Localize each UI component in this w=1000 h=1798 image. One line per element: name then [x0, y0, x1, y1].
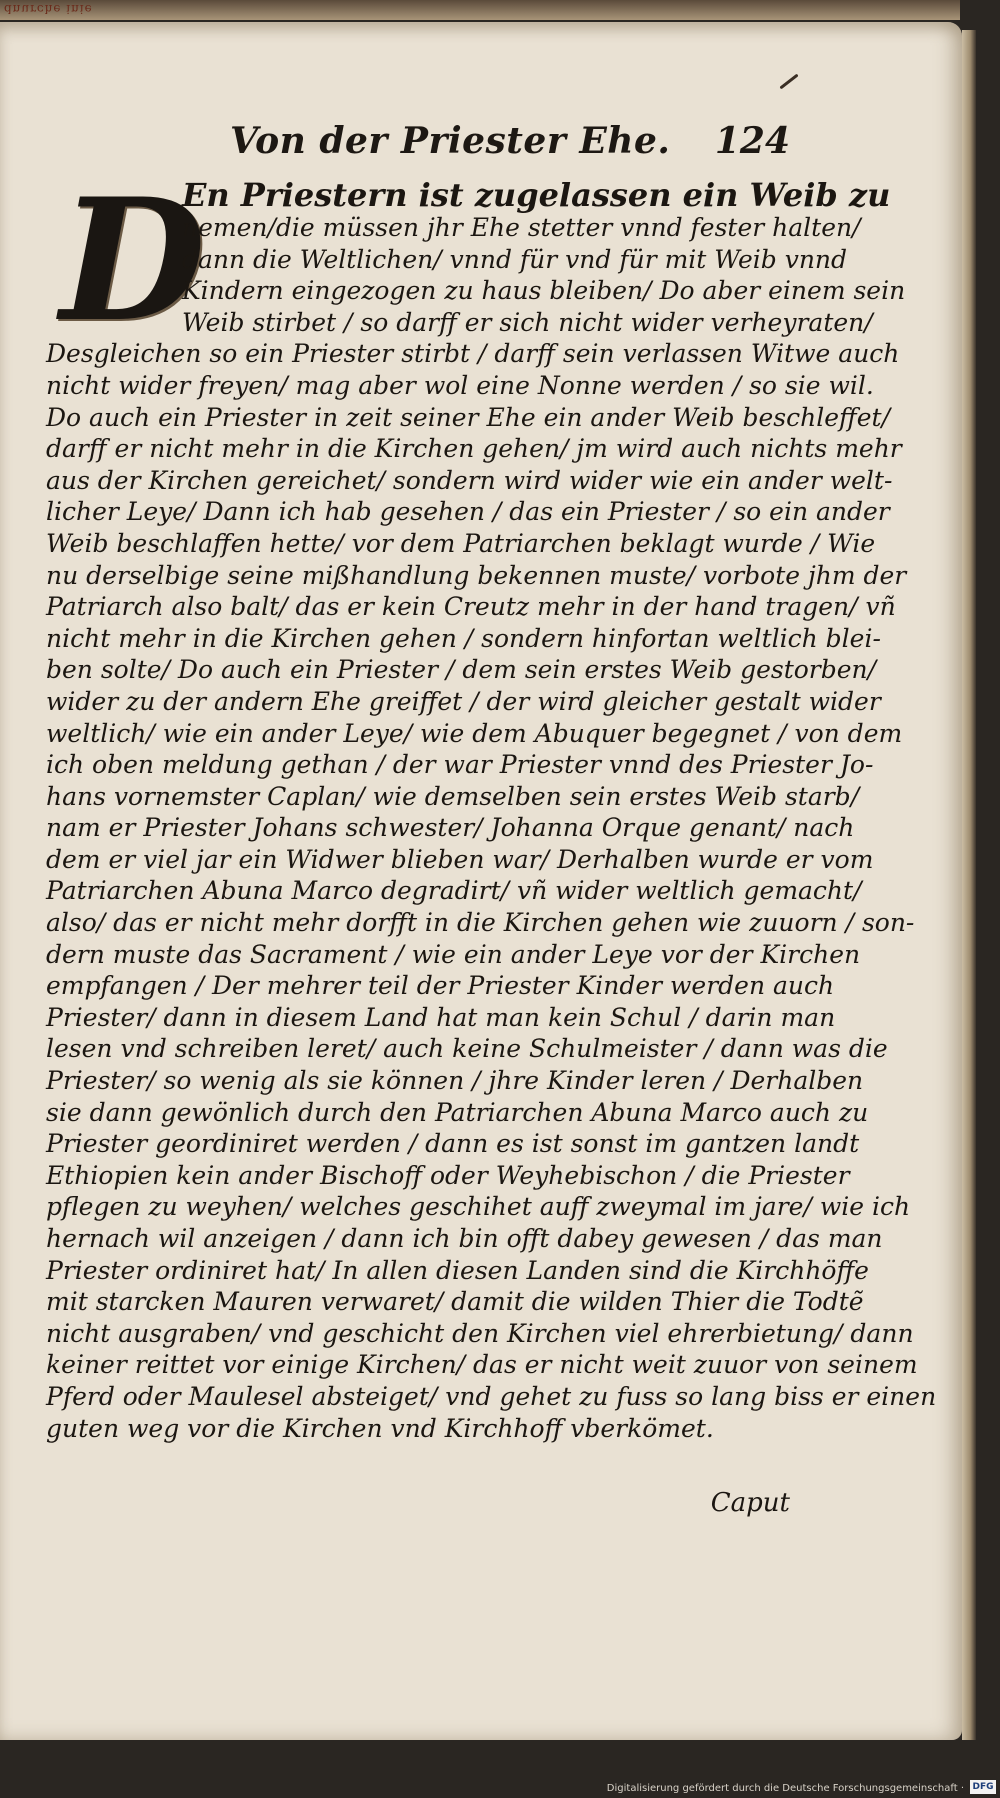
text-line: empfangen / Der mehrer teil der Priester Kinder werden auch [46, 971, 835, 1001]
text-line: hans vornemster Caplan/ wie demselben sein erstes Weib starb/ [46, 781, 860, 811]
text-line: aus der Kirchen gereichet/ sondern wird wider wie ein ander welt- [46, 465, 893, 495]
text-line: Priester ordiniret hat/ In allen diesen Landen sind die Kirchhöffe [46, 1255, 869, 1285]
text-line: nicht wider freyen/ mag aber wol eine Nonne werden / so sie wil. [46, 370, 874, 400]
text-line: Patriarch also balt/ das er kein Creutz mehr in der hand tragen/ vñ [46, 592, 896, 622]
page-number: 124 [714, 120, 790, 162]
text-line: nemen/die müssen jhr Ehe stetter vnnd fester halten/ [182, 213, 861, 242]
catchword: Caput [710, 1488, 790, 1518]
text-line: Priester geordiniret werden / dann es ist sonst im gantzen landt [46, 1129, 860, 1159]
top-strip-text: dnurche inie [4, 2, 93, 16]
text-line: sie dann gewönlich durch den Patriarchen Abuna Marco auch zu [46, 1097, 869, 1127]
book-top-edge [0, 0, 960, 20]
running-title: Von der Priester Ehe. [230, 120, 671, 162]
text-line: nam er Priester Johans schwester/ Johanna Orque genant/ nach [46, 813, 855, 843]
text-line: nicht mehr in die Kirchen gehen / sondern hinfortan weltlich blei- [46, 623, 881, 653]
text-line: Priester/ so wenig als sie können / jhre Kinder leren / Derhalben [46, 1066, 864, 1096]
page-edge [962, 30, 976, 1740]
text-line: En Priestern ist zugelassen ein Weib zu [182, 176, 891, 214]
text-line: ben solte/ Do auch ein Priester / dem sein erstes Weib gestorben/ [46, 655, 877, 685]
text-line: Priester/ dann in diesem Land hat man kein Schul / darin man [46, 1002, 836, 1032]
text-line: mit starcken Mauren verwaret/ damit die wilden Thier die Todtẽ [46, 1287, 864, 1317]
text-line: pflegen zu weyhen/ welches geschihet auff zweymal im jare/ wie ich [46, 1192, 911, 1222]
body-text [46, 161, 937, 1444]
text-line: Desgleichen so ein Priester stirbt / darff sein verlassen Witwe auch [46, 339, 900, 369]
text-line: dem er viel jar ein Widwer blieben war/ Derhalben wurde er vom [46, 844, 874, 874]
text-line: Pferd oder Maulesel absteiget/ vnd gehet zu fuss so lang biss er einen [46, 1381, 937, 1411]
text-line: nicht ausgraben/ vnd geschicht den Kirchen viel ehrerbietung/ dann [46, 1318, 914, 1348]
text-line: hernach wil anzeigen / dann ich bin offt dabey gewesen / das man [46, 1224, 883, 1253]
text-line: darff er nicht mehr in die Kirchen gehen/ jm wird auch nichts mehr [46, 434, 902, 464]
text-line: lesen vnd schreiben leret/ auch keine Schulmeister / dann was die [46, 1034, 888, 1064]
text-line: Do auch ein Priester in zeit seiner Ehe ein ander Weib beschleffet/ [46, 402, 891, 432]
text-line: also/ das er nicht mehr dorfft in die Kirchen gehen wie zuuorn / son- [46, 908, 915, 938]
digitization-credit: Digitalisierung gefördert durch die Deutsche Forschungsgemeinschaft · [606, 1783, 964, 1794]
text-line: dann die Weltlichen/ vnnd für vnd für mit Weib vnnd [182, 244, 848, 274]
text-line: ich oben meldung gethan / der war Priester vnnd des Priester Jo- [46, 750, 874, 780]
text-line: guten weg vor die Kirchen vnd Kirchhoff vberkömet. [46, 1413, 714, 1443]
text-line: Ethiopien kein ander Bischoff oder Weyhebischon / die Priester [46, 1160, 850, 1190]
text-line: dern muste das Sacrament / wie ein ander Leye vor der Kirchen [46, 939, 861, 969]
text-line: keiner reittet vor einige Kirchen/ das er nicht weit zuuor von seinem [46, 1350, 918, 1380]
text-line: wider zu der andern Ehe greiffet / der wird gleicher gestalt wider [46, 686, 881, 716]
drop-cap: D [60, 161, 206, 359]
text-line: weltlich/ wie ein ander Leye/ wie dem Abuquer begegnet / von dem [46, 718, 903, 748]
text-line: Patriarchen Abuna Marco degradirt/ vñ wider weltlich gemacht/ [46, 876, 862, 906]
dfg-logo: DFG [970, 1780, 996, 1794]
text-line: Kindern eingezogen zu haus bleiben/ Do aber einem sein [182, 276, 906, 306]
text-line: Weib stirbet / so darff er sich nicht wider verheyraten/ [182, 307, 873, 337]
text-line: Weib beschlaffen hette/ vor dem Patriarchen beklagt wurde / Wie [46, 528, 876, 558]
text-line: licher Leye/ Dann ich hab gesehen / das ein Priester / so ein ander [46, 497, 890, 527]
text-line: nu derselbige seine mißhandlung bekennen muste/ vorbote jhm der [46, 560, 907, 590]
